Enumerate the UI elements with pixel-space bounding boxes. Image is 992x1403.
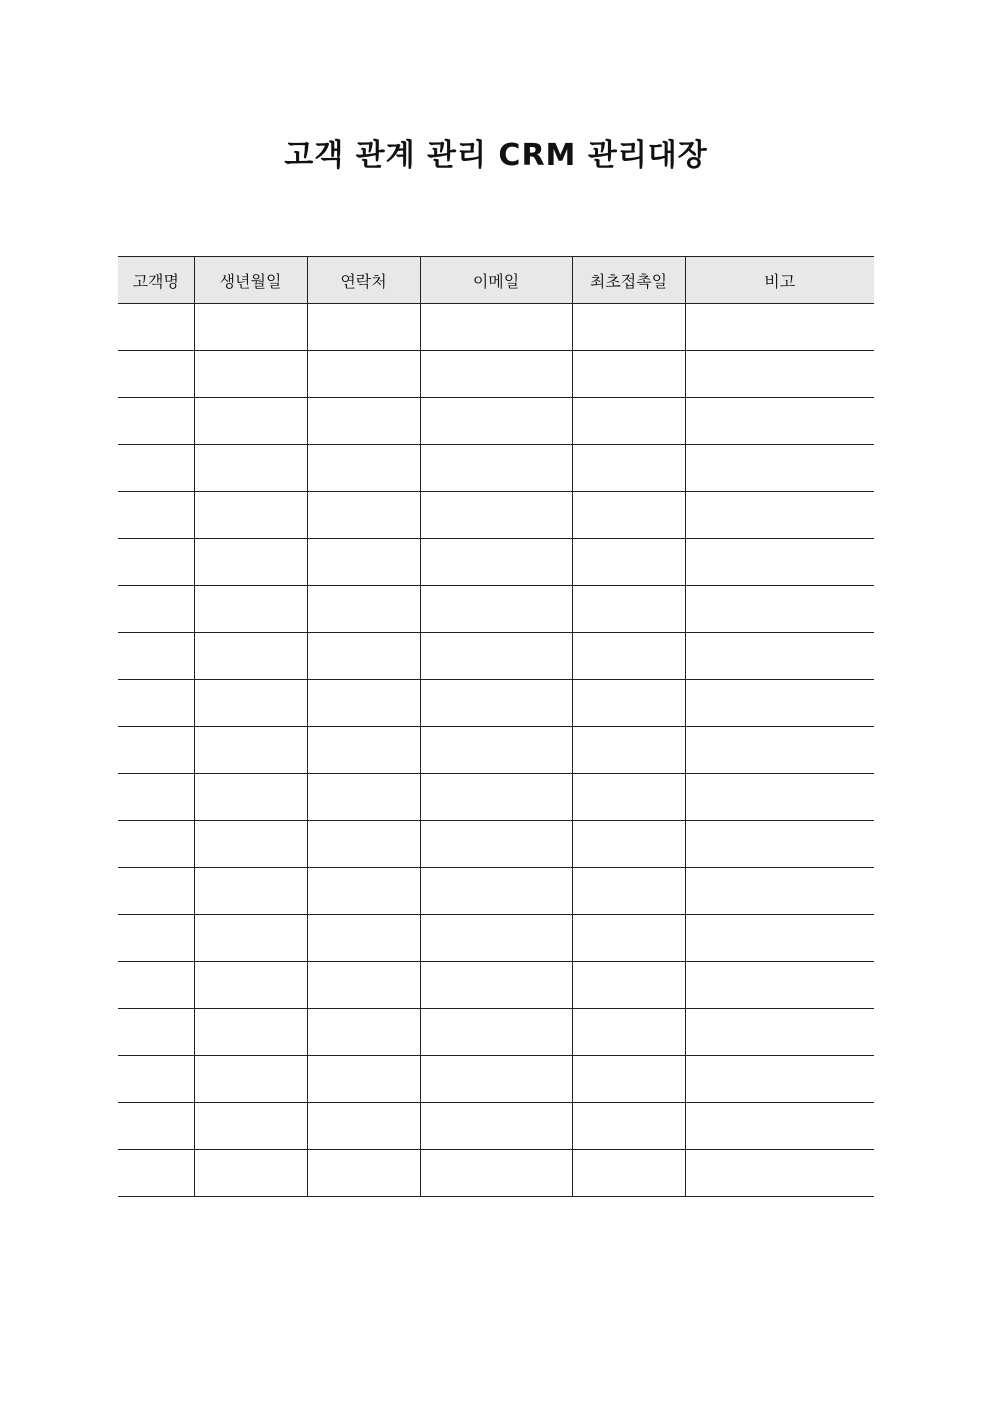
cell-customer-name[interactable]: [118, 586, 194, 633]
cell-first-contact-date[interactable]: [572, 821, 685, 868]
cell-remarks[interactable]: [685, 304, 874, 351]
cell-first-contact-date[interactable]: [572, 868, 685, 915]
table-row: [118, 962, 874, 1009]
cell-birthdate[interactable]: [194, 821, 307, 868]
cell-remarks[interactable]: [685, 915, 874, 962]
header-first-contact-date: 최초접촉일: [572, 257, 685, 304]
cell-customer-name[interactable]: [118, 398, 194, 445]
cell-email[interactable]: [420, 1056, 572, 1103]
cell-first-contact-date[interactable]: [572, 680, 685, 727]
cell-email[interactable]: [420, 445, 572, 492]
table-row: [118, 492, 874, 539]
cell-remarks[interactable]: [685, 774, 874, 821]
cell-birthdate[interactable]: [194, 351, 307, 398]
cell-contact[interactable]: [307, 633, 420, 680]
cell-email[interactable]: [420, 821, 572, 868]
cell-remarks[interactable]: [685, 1103, 874, 1150]
cell-remarks[interactable]: [685, 492, 874, 539]
cell-birthdate[interactable]: [194, 492, 307, 539]
cell-remarks[interactable]: [685, 633, 874, 680]
table-body: [118, 304, 874, 1197]
cell-contact[interactable]: [307, 821, 420, 868]
cell-customer-name[interactable]: [118, 445, 194, 492]
header-email: 이메일: [420, 257, 572, 304]
cell-birthdate[interactable]: [194, 304, 307, 351]
cell-birthdate[interactable]: [194, 445, 307, 492]
cell-customer-name[interactable]: [118, 821, 194, 868]
cell-remarks[interactable]: [685, 539, 874, 586]
cell-contact[interactable]: [307, 445, 420, 492]
cell-birthdate[interactable]: [194, 633, 307, 680]
cell-first-contact-date[interactable]: [572, 962, 685, 1009]
cell-remarks[interactable]: [685, 1009, 874, 1056]
cell-customer-name[interactable]: [118, 680, 194, 727]
cell-remarks[interactable]: [685, 586, 874, 633]
cell-remarks[interactable]: [685, 1150, 874, 1197]
cell-customer-name[interactable]: [118, 868, 194, 915]
cell-remarks[interactable]: [685, 962, 874, 1009]
table-row: [118, 633, 874, 680]
cell-email[interactable]: [420, 304, 572, 351]
cell-contact[interactable]: [307, 492, 420, 539]
cell-contact[interactable]: [307, 1103, 420, 1150]
cell-first-contact-date[interactable]: [572, 1056, 685, 1103]
cell-first-contact-date[interactable]: [572, 492, 685, 539]
cell-customer-name[interactable]: [118, 962, 194, 1009]
table-row: [118, 868, 874, 915]
table-row: [118, 680, 874, 727]
cell-first-contact-date[interactable]: [572, 1009, 685, 1056]
header-contact: 연락처: [307, 257, 420, 304]
table-row: [118, 821, 874, 868]
cell-email[interactable]: [420, 1103, 572, 1150]
cell-birthdate[interactable]: [194, 1056, 307, 1103]
cell-contact[interactable]: [307, 1009, 420, 1056]
cell-first-contact-date[interactable]: [572, 915, 685, 962]
cell-email[interactable]: [420, 727, 572, 774]
cell-contact[interactable]: [307, 351, 420, 398]
cell-remarks[interactable]: [685, 868, 874, 915]
cell-birthdate[interactable]: [194, 868, 307, 915]
cell-first-contact-date[interactable]: [572, 1150, 685, 1197]
page-title: 고객 관계 관리 CRM 관리대장: [284, 138, 708, 173]
cell-contact[interactable]: [307, 1056, 420, 1103]
cell-birthdate[interactable]: [194, 586, 307, 633]
cell-customer-name[interactable]: [118, 774, 194, 821]
cell-contact[interactable]: [307, 539, 420, 586]
cell-contact[interactable]: [307, 586, 420, 633]
cell-remarks[interactable]: [685, 1056, 874, 1103]
cell-birthdate[interactable]: [194, 1150, 307, 1197]
cell-remarks[interactable]: [685, 351, 874, 398]
cell-customer-name[interactable]: [118, 539, 194, 586]
table-row: [118, 398, 874, 445]
cell-contact[interactable]: [307, 727, 420, 774]
cell-customer-name[interactable]: [118, 727, 194, 774]
cell-email[interactable]: [420, 680, 572, 727]
cell-birthdate[interactable]: [194, 727, 307, 774]
cell-first-contact-date[interactable]: [572, 539, 685, 586]
cell-contact[interactable]: [307, 868, 420, 915]
cell-remarks[interactable]: [685, 445, 874, 492]
cell-birthdate[interactable]: [194, 539, 307, 586]
table-row: [118, 915, 874, 962]
cell-customer-name[interactable]: [118, 915, 194, 962]
cell-contact[interactable]: [307, 962, 420, 1009]
cell-email[interactable]: [420, 1150, 572, 1197]
cell-email[interactable]: [420, 868, 572, 915]
cell-email[interactable]: [420, 1009, 572, 1056]
cell-remarks[interactable]: [685, 398, 874, 445]
table-row: [118, 445, 874, 492]
table-row: [118, 1056, 874, 1103]
cell-email[interactable]: [420, 633, 572, 680]
cell-email[interactable]: [420, 962, 572, 1009]
table-row: [118, 1103, 874, 1150]
table-row: [118, 539, 874, 586]
cell-birthdate[interactable]: [194, 1103, 307, 1150]
cell-birthdate[interactable]: [194, 1009, 307, 1056]
cell-first-contact-date[interactable]: [572, 304, 685, 351]
cell-customer-name[interactable]: [118, 492, 194, 539]
cell-birthdate[interactable]: [194, 915, 307, 962]
cell-first-contact-date[interactable]: [572, 445, 685, 492]
cell-first-contact-date[interactable]: [572, 1103, 685, 1150]
table-row: [118, 1150, 874, 1197]
table-row: [118, 727, 874, 774]
cell-customer-name[interactable]: [118, 1150, 194, 1197]
cell-contact[interactable]: [307, 680, 420, 727]
crm-ledger-table: [118, 256, 874, 1197]
cell-birthdate[interactable]: [194, 680, 307, 727]
cell-first-contact-date[interactable]: [572, 586, 685, 633]
cell-first-contact-date[interactable]: [572, 727, 685, 774]
table-row: [118, 1009, 874, 1056]
cell-customer-name[interactable]: [118, 351, 194, 398]
cell-email[interactable]: [420, 915, 572, 962]
cell-contact[interactable]: [307, 1150, 420, 1197]
cell-birthdate[interactable]: [194, 774, 307, 821]
cell-remarks[interactable]: [685, 680, 874, 727]
table-row: [118, 774, 874, 821]
cell-contact[interactable]: [307, 398, 420, 445]
cell-customer-name[interactable]: [118, 1009, 194, 1056]
cell-contact[interactable]: [307, 774, 420, 821]
cell-email[interactable]: [420, 774, 572, 821]
cell-first-contact-date[interactable]: [572, 351, 685, 398]
table-row: [118, 304, 874, 351]
cell-remarks[interactable]: [685, 821, 874, 868]
cell-customer-name[interactable]: [118, 1056, 194, 1103]
cell-first-contact-date[interactable]: [572, 774, 685, 821]
cell-customer-name[interactable]: [118, 304, 194, 351]
cell-email[interactable]: [420, 398, 572, 445]
header-customer-name: 고객명: [118, 257, 194, 304]
cell-first-contact-date[interactable]: [572, 633, 685, 680]
table-row: [118, 351, 874, 398]
cell-email[interactable]: [420, 492, 572, 539]
cell-email[interactable]: [420, 351, 572, 398]
cell-contact[interactable]: [307, 304, 420, 351]
table-row: [118, 586, 874, 633]
cell-customer-name[interactable]: [118, 633, 194, 680]
cell-email[interactable]: [420, 586, 572, 633]
cell-customer-name[interactable]: [118, 1103, 194, 1150]
header-birthdate: 생년월일: [194, 257, 307, 304]
cell-contact[interactable]: [307, 915, 420, 962]
cell-email[interactable]: [420, 539, 572, 586]
cell-birthdate[interactable]: [194, 962, 307, 1009]
table-header-row: [118, 257, 874, 304]
header-remarks: 비고: [685, 257, 874, 304]
cell-birthdate[interactable]: [194, 398, 307, 445]
cell-remarks[interactable]: [685, 727, 874, 774]
cell-first-contact-date[interactable]: [572, 398, 685, 445]
